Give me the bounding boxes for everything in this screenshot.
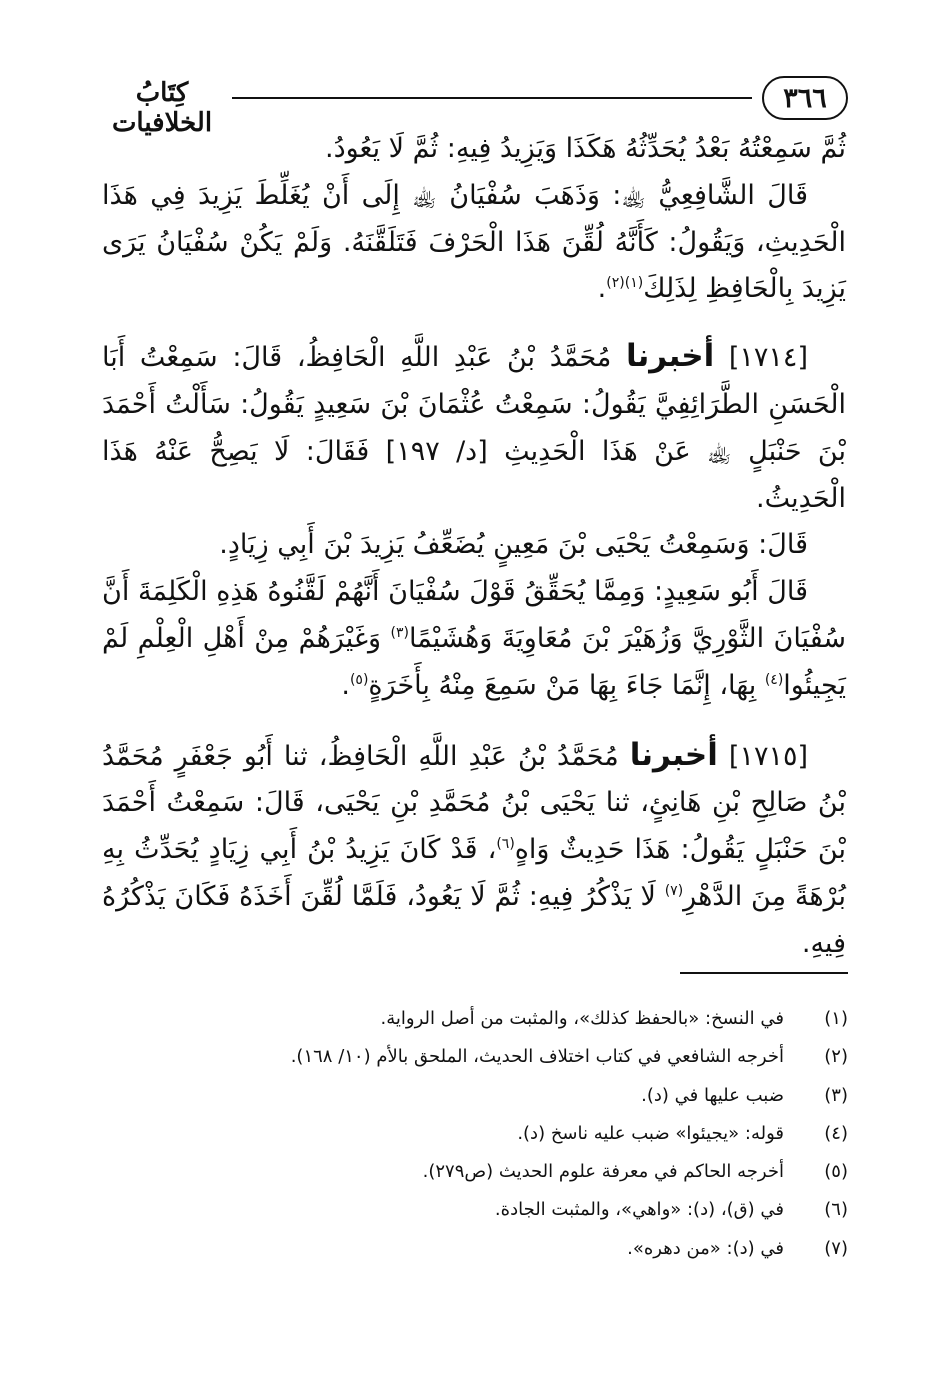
footnote-item (100, 1077, 848, 1115)
footnote-number: (٤) (824, 1122, 848, 1144)
footnote-number: (٧) (824, 1237, 848, 1259)
page-number-badge: ٣٦٦ (762, 76, 848, 120)
header-rule (232, 97, 752, 99)
page-header (96, 76, 848, 138)
akhbarana-label: أخبرنا (626, 338, 715, 375)
footnote-item (100, 1153, 848, 1191)
footnote-number: (٣) (824, 1084, 848, 1106)
footnote-number: (٢) (824, 1046, 848, 1068)
footnote-number: (١) (824, 1008, 848, 1029)
footnote-item (100, 1191, 848, 1229)
hadith-1715: [١٧١٥] أخبرنا مُحَمَّدُ بْنُ عَبْدِ اللَّهِ الْحَافِظُ، ثنا أَبُو جَعْفَرٍ مُحَمَّدُ بْنُ صَالِحِ بْنِ هَانِئٍ، ثنا يَحْيَى بْنُ مُحَمَّدِ بْنِ يَحْيَى، قَالَ: سَمِعْتُ أَحْمَدَ بْنَ حَنْبَلٍ يَقُولُ: هَذَا حَدِيثٌ وَاهٍ$^{(٦)}$، قَدْ كَانَ يَزِيدُ بْنُ أَبِي زِيَادٍ يُحَدِّثُ بِهِ بُرْهَةً مِنَ الدَّهْرِ$^{(٧)}$ لَا يَذْكُرُ فِيهِ: ثُمَّ لَا يَعُودُ، فَلَمَّا لُقِّنَ أَخَذَهُ فَكَانَ يَذْكُرُهُ فِيهِ. (102, 736, 846, 959)
footnotes-list (100, 1000, 848, 1268)
hadith-1714: [١٧١٤] أخبرنا مُحَمَّدُ بْنُ عَبْدِ اللَّهِ الْحَافِظُ، قَالَ: سَمِعْتُ أَبَا الْحَسَنِ الطَّرَائِفِيَّ يَقُولُ: سَمِعْتُ عُثْمَانَ بْنَ سَعِيدٍ يَقُولُ: سَأَلْتُ أَحْمَدَ بْنَ حَنْبَلٍ ﵀ عَنْ هَذَا الْحَدِيثِ [د/ ١٩٧] فَقَالَ: لَا يَصِحُّ عَنْهُ هَذَا الْحَدِيثُ. (102, 338, 846, 514)
paragraph-shafii: قَالَ الشَّافِعِيُّ ﵀: وَذَهَبَ سُفْيَانُ ﵀ إِلَى أَنْ يُغَلِّطَ يَزِيدَ فِي هَذَا الْحَدِيثِ، وَيَقُولُ: كَأَنَّهُ لُقِّنَ هَذَا الْحَرْفَ فَتَلَقَّنَهُ. وَلَمْ يَكُنْ سُفْيَانُ يَرَى يَزِيدَ بِالْحَافِظِ لِذَلِكَ$^{(١)(٢)}$. (102, 179, 846, 305)
footnote-number: (٥) (824, 1161, 848, 1183)
footnote-ref[interactable]: (٧) (664, 882, 684, 899)
paragraph-abu-said: قَالَ أَبُو سَعِيدٍ: وَمِمَّا يُحَقِّقُ قَوْلَ سُفْيَانَ أَنَّهُمْ لَقَّنُوهُ هَذِهِ الْكَلِمَةَ أَنَّ سُفْيَانَ الثَّوْرِيَّ وَزُهَيْرَ بْنَ مُعَاوِيَةَ وَهُشَيْمًا$^{(٣)}$ وَغَيْرَهُمْ مِنْ أَهْلِ الْعِلْمِ لَمْ يَجِيئُوا$^{(٤)}$ بِهَا، إِنَّمَا جَاءَ بِهَا مَنْ سَمِعَ مِنْهُ بِأَخَرَةٍ$^{(٥)}$. (102, 576, 846, 701)
footnote-text: في النسخ: «بالحفظ كذلك»، والمثبت من أصل الرواية. (380, 1008, 784, 1029)
akhbarana-label: أخبرنا (629, 736, 718, 773)
footnote-item (100, 1230, 848, 1268)
book-title: كِتَابُ الخلافيات (111, 78, 213, 138)
footnote-text: أخرجه الشافعي في كتاب اختلاف الحديث، الملحق بالأم (١٠/ ١٦٨). (290, 1046, 784, 1068)
footnote-number: (٦) (824, 1199, 848, 1221)
footnote-item (100, 1038, 848, 1076)
hadith-number: [١٧١٤] (728, 342, 808, 374)
footnote-text: ضبب عليها في (د). (641, 1084, 784, 1106)
paragraph-yahya: قَالَ: وَسَمِعْتُ يَحْيَى بْنَ مَعِينٍ يُضَعِّفُ يَزِيدَ بْنَ أَبِي زِيَادٍ. (219, 529, 808, 561)
footnote-item (100, 1115, 848, 1153)
footnote-ref[interactable]: (٤) (764, 671, 784, 688)
footnote-text: في (ق)، (د): «واهي»، والمثبت الجادة. (494, 1199, 784, 1221)
footnote-text: أخرجه الحاكم في معرفة علوم الحديث (ص٢٧٩). (422, 1161, 784, 1183)
footnote-ref[interactable]: (٥) (349, 671, 369, 688)
footnote-separator (680, 972, 848, 974)
main-text (102, 126, 846, 968)
footnote-ref[interactable]: (١)(٢) (606, 275, 644, 292)
paragraph-continuation: ثُمَّ سَمِعْتُهُ بَعْدُ يُحَدِّثُهُ هَكَذَا وَيَزِيدُ فِيهِ: ثُمَّ لَا يَعُودُ. (325, 133, 846, 164)
footnote-text: في (د): «من دهره». (627, 1237, 784, 1259)
folio-marker: [د/ ١٩٧] (385, 435, 488, 467)
footnote-text: قوله: «يجيئوا» ضبب عليه ناسخ (د). (517, 1122, 784, 1144)
hadith-number: [١٧١٥] (728, 740, 808, 772)
footnote-ref[interactable]: (٣) (390, 624, 409, 641)
footnote-item (100, 1000, 848, 1038)
footnote-ref[interactable]: (٦) (496, 836, 515, 853)
